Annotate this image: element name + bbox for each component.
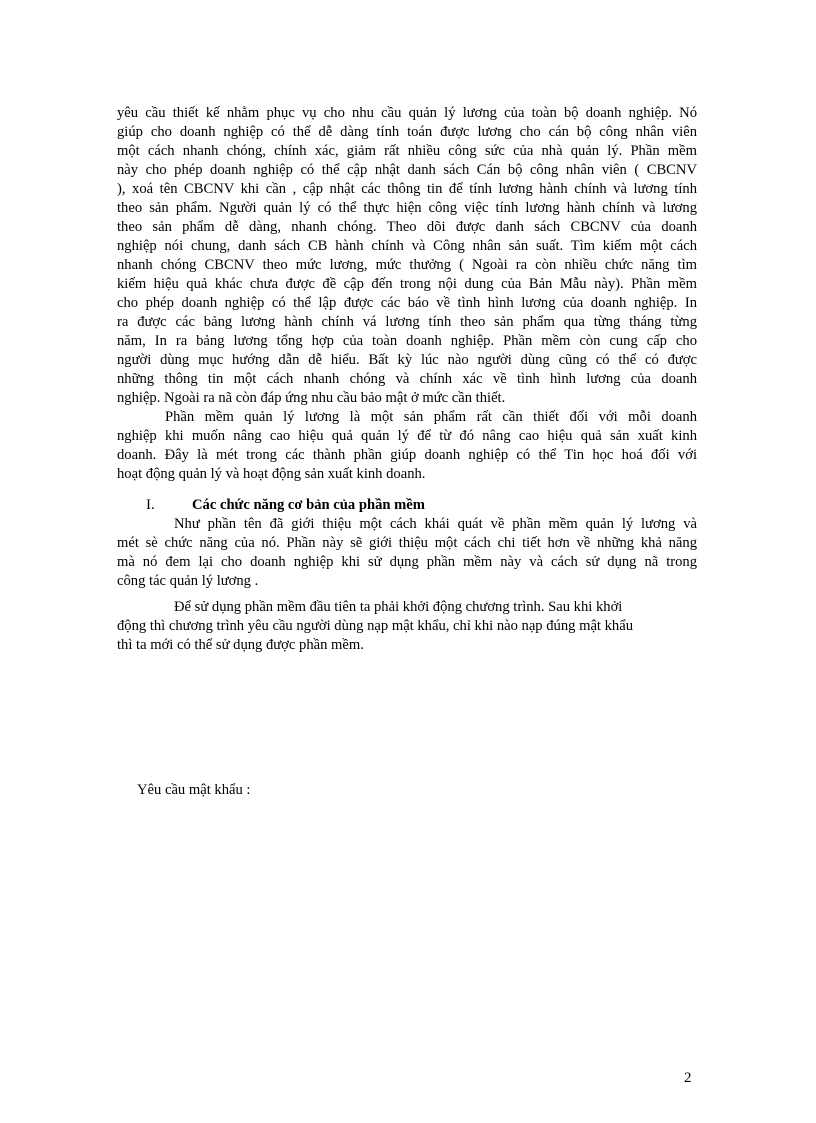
text-line: doanh. Đây là mét trong các thành phần giúp doanh nghiệp có thể Tin học hoá đối với [117, 447, 697, 463]
text-line: ), xoá tên CBCNV khi cần , cập nhật các thông tin để tính lương hành chính và lương tính [117, 181, 697, 197]
text-line: ra được các bảng lương hành chính vá lương tính theo sản phẩm qua từng tháng từng [117, 314, 697, 330]
text-line: những thông tin một cách nhanh chóng và chính xác về tình hình lương của doanh [117, 371, 697, 387]
text-line: Để sử dụng phần mềm đầu tiên ta phải khởi động chương trình. Sau khi khởi [174, 599, 623, 615]
page-number: 2 [684, 1070, 692, 1086]
text-line: theo sản phẩm dễ dàng, nhanh chóng. Theo dõi được danh sách CBCNV của doanh [117, 219, 697, 235]
text-line: động thì chương trình yêu cầu người dùng nạp mật khẩu, chỉ khi nào nạp đúng mật khẩu [117, 618, 633, 634]
text-line: kiếm hiệu quả khác chưa được đề cập đến trong nội dung của Bản Mẫu này). Phần mềm [117, 276, 697, 292]
password-caption: Yêu cầu mật khẩu : [137, 782, 251, 798]
text-line: nhanh chóng CBCNV theo mức lương, mức thưởng ( Ngoài ra còn nhiều chức năng tìm [117, 257, 697, 273]
text-line: người dùng mục hướng dẫn dễ hiểu. Bất kỳ lúc nào người dùng cũng có thể có được [117, 352, 697, 368]
text-line: nghiệp nói chung, danh sách CB hành chính và Công nhân sản suất. Tìm kiếm một cách [117, 238, 697, 254]
text-line: thì ta mới có thể sử dụng được phần mềm. [117, 637, 364, 653]
text-line: công tác quản lý lương . [117, 573, 259, 589]
text-line: năm, In ra bảng lương tổng hợp của toàn doanh nghiệp. Phần mềm còn cung cấp cho [117, 333, 697, 349]
text-line: Như phần tên đã giới thiệu một cách khái quát về phần mềm quản lý lương và [174, 516, 697, 532]
text-line: mà nó đem lại cho doanh nghiệp khi sử dụng phần mềm này và cách sử dụng nã trong [117, 554, 697, 570]
text-line: mét sè chức năng của nó. Phần này sẽ giới thiệu một cách chi tiết hơn về những khả năng [117, 535, 697, 551]
section-number: I. [146, 497, 155, 513]
section-title: Các chức năng cơ bản của phần mềm [192, 497, 425, 513]
text-line: nghiệp. Ngoài ra nã còn đáp ứng nhu cầu bảo mật ở mức cần thiết. [117, 390, 506, 406]
text-line: theo sản phẩm. Người quản lý có thể thực hiện công việc tính lương hành chính và lương [117, 200, 697, 216]
text-line: nghiệp khi muốn nâng cao hiệu quả quản lý để từ đó nâng cao hiệu quả sản xuất kinh [117, 428, 697, 444]
text-line: giúp cho doanh nghiệp có thể dễ dàng tính toán được lương cho cán bộ công nhân viên [117, 124, 697, 140]
text-line: một cách nhanh chóng, chính xác, giảm rất nhiều công sức của nhà quản lý. Phần mềm [117, 143, 697, 159]
text-line: Phần mềm quản lý lương là một sản phẩm rất cần thiết đối với mỗi doanh [165, 409, 697, 425]
text-line: yêu cầu thiết kế nhằm phục vụ cho nhu cầu quản lý lương của toàn bộ doanh nghiệp. Nó [117, 105, 697, 121]
text-line: cho phép doanh nghiệp có thể lập được các báo về tình hình lương của doanh nghiệp. In [117, 295, 697, 311]
text-line: này cho phép doanh nghiệp có thể cập nhật danh sách Cán bộ công nhân viên ( CBCNV [117, 162, 697, 178]
text-line: hoạt động quản lý và hoạt động sản xuất kinh doanh. [117, 466, 426, 482]
